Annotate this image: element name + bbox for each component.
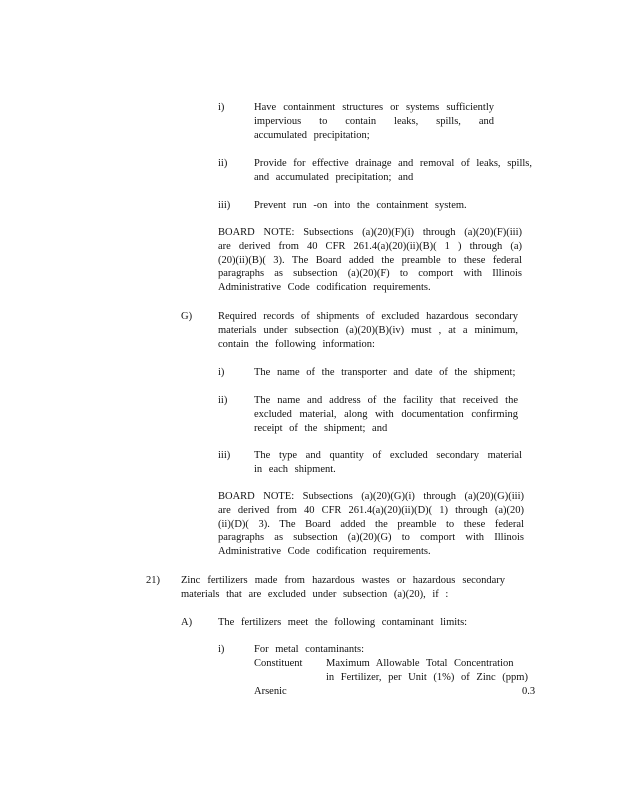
metal-heading: For metal contaminants: (254, 644, 365, 655)
item-label: iii) (218, 200, 231, 211)
section-label: 21) (146, 575, 160, 586)
item-text: The name and address of the facility that received the excluded material, along with documentation confirming receipt of the shipment; and (254, 395, 518, 434)
col-constituent-header: Constituent (254, 658, 303, 669)
section-text: Zinc fertilizers made from hazardous wastes or hazardous secondary materials that are excluded under subsection (a)(20), if : (181, 575, 505, 600)
item-label: iii) (218, 450, 231, 461)
row-arsenic-name: Arsenic (254, 686, 287, 697)
item-text: Provide for effective drainage and removal of leaks, spills, and accumulated precipitation; and (254, 158, 532, 183)
item-label: i) (218, 644, 225, 655)
board-note: BOARD NOTE: Subsections (a)(20)(F)(i) through (a)(20)(F)(iii) are derived from 40 CFR 261.4(a)(20)(ii)(B)( 1 ) through (a)(20)(ii)(B)( 3). The Board added the preamble to these federal paragraphs as subsection (a)(20)(F) to comport with Illinois Administrative Code codification requirements. (218, 227, 522, 294)
item-text: The type and quantity of excluded secondary material in each shipment. (254, 450, 522, 475)
item-text: The name of the transporter and date of the shipment; (254, 367, 516, 378)
subsection-label: G) (181, 311, 193, 322)
item-text: Have containment structures or systems sufficiently impervious to contain leaks, spills, and accumulated precipitation; (254, 102, 494, 141)
item-label: i) (218, 102, 225, 113)
item-label: ii) (218, 158, 228, 169)
subsection-label: A) (181, 617, 193, 628)
subsection-text: Required records of shipments of excluded hazardous secondary materials under subsection (a)(20)(B)(iv) must , at a minimum, contain the following information: (218, 311, 518, 350)
col-max-header-line1: Maximum Allowable Total Concentration (326, 658, 514, 669)
item-label: i) (218, 367, 225, 378)
board-note: BOARD NOTE: Subsections (a)(20)(G)(i) through (a)(20)(G)(iii) are derived from 40 CFR 261.4(a)(20)(ii)(D)( 1) through (a)(20)(ii)(D)( 3). The Board added the preamble to these federal paragraphs as subsection (a)(20)(G) to comport with Illinois Administrative Code codification requirements. (218, 491, 524, 558)
item-text: Prevent run -on into the containment system. (254, 200, 467, 211)
row-arsenic-value: 0.3 (522, 686, 536, 697)
col-max-header-line2: in Fertilizer, per Unit (1%) of Zinc (ppm) (326, 672, 528, 683)
item-label: ii) (218, 395, 228, 406)
subsection-text: The fertilizers meet the following contaminant limits: (218, 617, 468, 628)
